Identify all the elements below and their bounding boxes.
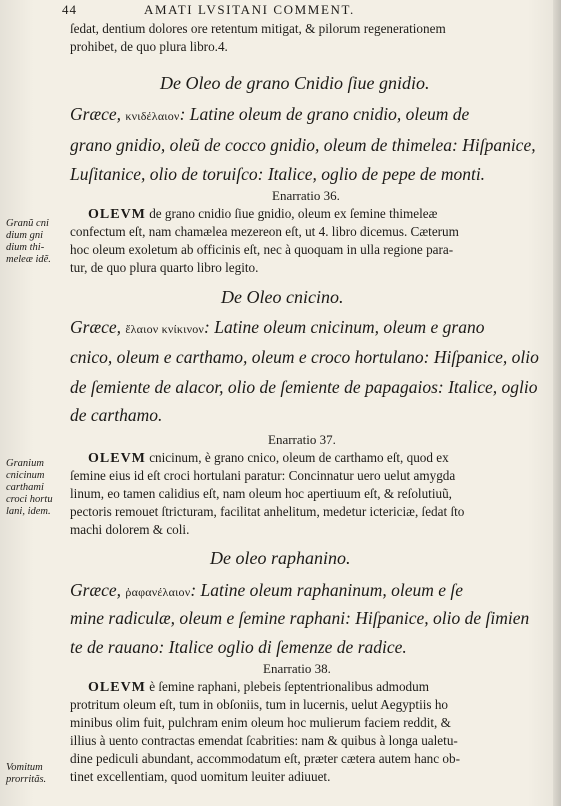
greek-term: ἔλαιον κνίκινον — [125, 322, 205, 336]
greek-term: κνιδέλαιον — [125, 109, 180, 123]
text-line: protritum oleum eſt, tum in obſoniis, tum in lucernis, uelut Aegyptiis ho — [70, 697, 449, 712]
text-line: dine pediculi abundant, accommodatum eſt, præter cætera autem hanc ob- — [70, 751, 460, 766]
running-title: AMATI LVSITANI COMMENT. — [144, 2, 355, 17]
synonym-line: mine radiculæ, oleum e ſemine raphani: Hiſpanice, olio de ſimien — [70, 608, 530, 628]
text-line: tinet excellentiam, quod uomitum leuiter adiuuet. — [70, 769, 331, 784]
page-number: 44 — [62, 2, 77, 17]
synonym-line: Luſitanice, olio de toruiſco: Italice, oglio de pepe de monti. — [70, 164, 486, 184]
text-line: linum, eo tamen calidius eſt, nam oleum hoc apertiuum eſt, & reſolutiuũ, — [70, 486, 452, 501]
margin-note: Granium cnicinum carthami croci hortu lani, idem. — [6, 458, 53, 517]
text-line: prohibet, de quo plura libro.4. — [70, 39, 228, 54]
synonym-line: de carthamo. — [70, 405, 163, 425]
greek-term: ῥαφανέλαιον — [125, 585, 191, 599]
synonym-line: Græce, κνιδέλαιον: Latine oleum de grano cnidio, oleum de — [70, 104, 470, 124]
page-edge-shadow — [553, 0, 561, 806]
running-head — [62, 2, 550, 20]
text-line: OLEVM cnicinum, è grano cnico, oleum de carthamo eſt, quod ex — [88, 450, 449, 466]
text-line: machi dolorem & coli. — [70, 522, 190, 537]
text-line: tur, de quo plura quarto libro legito. — [70, 260, 259, 275]
text-line: minibus olim fuit, pulchram enim oleum hoc mulierum faciem reddit, & — [70, 715, 451, 730]
text-line: pectoris remouet ſtricturam, facilitat anhelitum, medetur ictericiæ, ſedat ſto — [70, 504, 465, 519]
text-line: hoc oleum exoletum ab officinis eſt, nec à quoquam in ulla regione para- — [70, 242, 454, 257]
margin-note: Vomitum prorritãs. — [6, 762, 47, 785]
enarratio-heading: Enarratio 36. — [272, 188, 340, 203]
synonym-line: cnico, oleum e carthamo, oleum e croco hortulano: Hiſpanice, olio — [70, 347, 539, 367]
text-line: confectum eſt, nam chamælea mezereon eſt, ut 4. libro dicemus. Cæterum — [70, 224, 459, 239]
synonym-line: Græce, ἔλαιον κνίκινον: Latine oleum cnicinum, oleum e grano — [70, 317, 485, 337]
text-line: ſemine eius id eſt croci hortulani paratur: Concinnatur uero uelut amygda — [70, 468, 456, 483]
synonym-line: de ſemiente de alacor, olio de ſemiente de papagaios: Italice, oglio — [70, 377, 538, 397]
section-heading: De Oleo cnicino. — [221, 287, 344, 307]
enarratio-heading: Enarratio 38. — [263, 661, 331, 676]
synonym-line: te de rauano: Italice oglio di ſemenze de radice. — [70, 637, 407, 657]
text-line: illius à uento contractas emendat ſcabrities: nam & quibus à longa ualetu- — [70, 733, 458, 748]
enarratio-heading: Enarratio 37. — [268, 432, 336, 447]
text-line: ſedat, dentium dolores ore retentum mitigat, & pilorum regenerationem — [70, 21, 446, 36]
section-heading: De Oleo de grano Cnidio ſiue gnidio. — [160, 73, 430, 93]
margin-note: Granũ cni dium gni dium thi- meleæ idẽ. — [6, 218, 51, 265]
synonym-line: grano gnidio, oleũ de cocco gnidio, oleum de thimelea: Hiſpanice, — [70, 135, 536, 155]
text-line: OLEVM è ſemine raphani, plebeis ſeptentrionalibus admodum — [88, 679, 429, 695]
text-line: OLEVM de grano cnidio ſiue gnidio, oleum ex ſemine thimeleæ — [88, 206, 438, 222]
synonym-line: Græce, ῥαφανέλαιον: Latine oleum raphaninum, oleum e ſe — [70, 580, 463, 600]
section-heading: De oleo raphanino. — [210, 548, 351, 568]
